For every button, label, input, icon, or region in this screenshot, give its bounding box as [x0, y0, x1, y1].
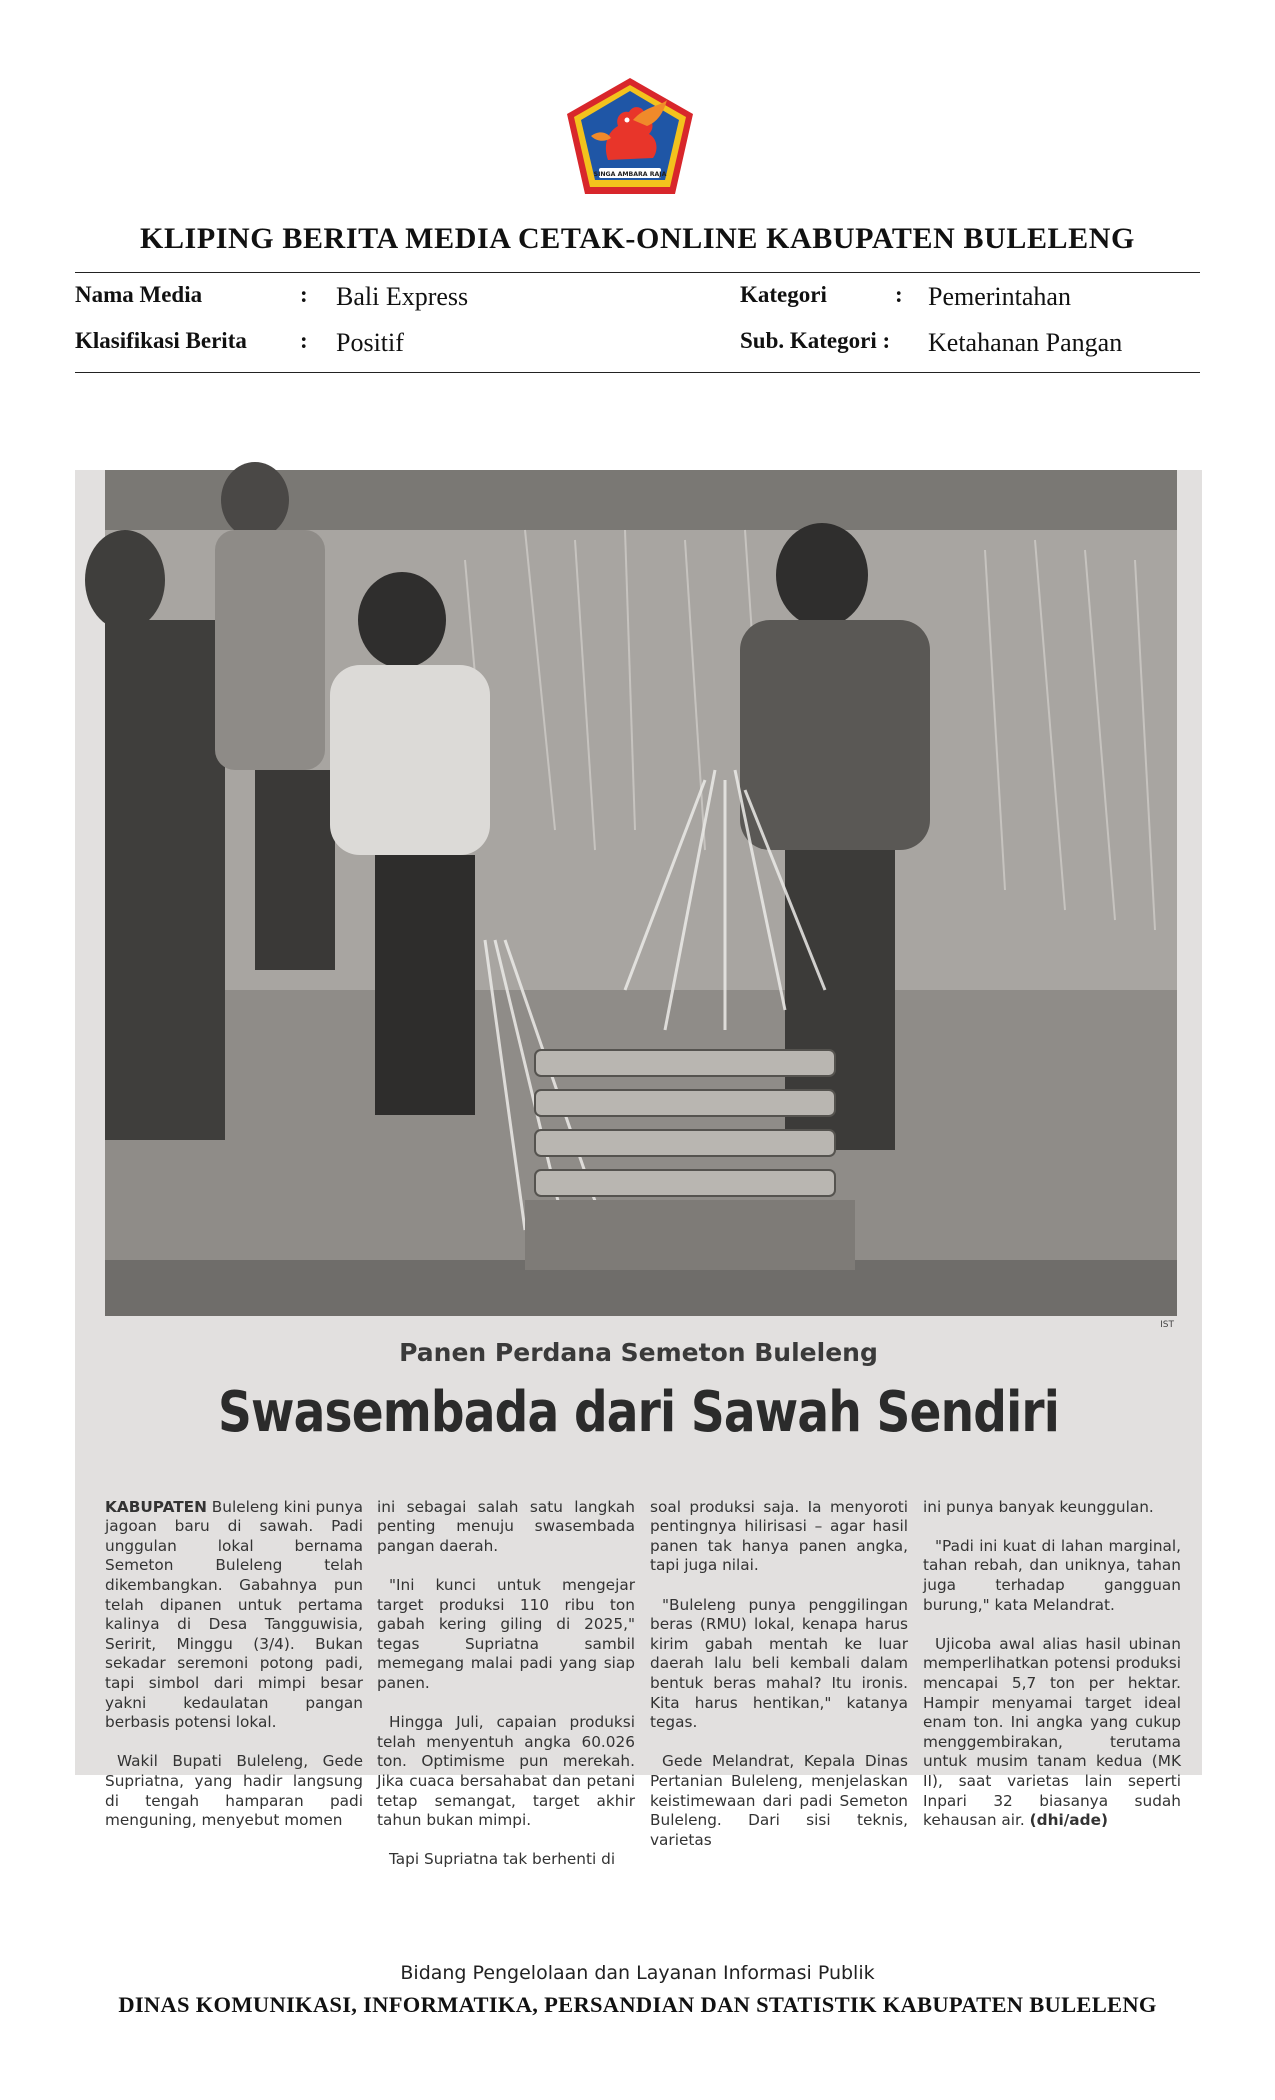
column-1-paragraph-1	[105, 1498, 363, 1733]
column-2-paragraph-2: "Ini kunci untuk mengejar target produksi 110 ribu ton gabah kering giling di 2025," tegas Supriatna sambil memegang malai padi yang siap panen.	[377, 1575, 635, 1692]
kategori-label: Kategori	[740, 282, 827, 307]
article-kicker: Panen Perdana Semeton Buleleng	[399, 1338, 878, 1367]
column-2-paragraph-4: Tapi Supriatna tak berhenti di	[389, 1850, 616, 1869]
klasifikasi-label: Klasifikasi Berita	[75, 328, 247, 353]
document-title: KLIPING BERITA MEDIA CETAK-ONLINE KABUPATEN BULELENG	[140, 222, 1135, 255]
column-4-paragraph-2: "Padi ini kuat di lahan marginal, tahan rebah, dan uniknya, tahan juga terhadap gangguan burung," kata Melandrat.	[923, 1536, 1181, 1614]
media-colon: :	[300, 282, 308, 307]
byline: (dhi/ade)	[1029, 1811, 1108, 1830]
article-column-1	[105, 1478, 363, 1850]
title-rule	[75, 272, 1200, 273]
buleleng-emblem-logo	[563, 76, 697, 200]
article-column-3	[650, 1478, 908, 1870]
column-2-paragraph-3: Hingga Juli, capaian produksi telah menyentuh angka 60.026 ton. Optimisme pun merekah. Jika cuaca bersahabat dan petani tetap semangat, target akhir tahun bukan mimpi.	[377, 1713, 635, 1830]
dateline: KABUPATEN	[105, 1497, 207, 1516]
klasifikasi-value: Positif	[336, 328, 404, 357]
harvest-photo-illustration	[105, 470, 1177, 1316]
column-4-paragraph-3	[923, 1635, 1181, 1831]
column-1-paragraph-1-text: Buleleng kini punya jagoan baru di sawah. Padi unggulan lokal bernama Semeton Buleleng telah dikembangkan. Gabahnya pun telah dipanen untuk pertama kalinya di Desa Tangguwisia, Seririt, Minggu (3/4). Bukan sekadar seremoni potong padi, tapi simbol dari mimpi besar yakni kedaulatan pangan berbasis potensi lokal.	[105, 1497, 364, 1732]
subkategori-label: Sub. Kategori :	[740, 328, 891, 353]
column-4-paragraph-1: ini punya banyak keunggulan.	[923, 1497, 1154, 1516]
subkategori-value: Ketahanan Pangan	[928, 328, 1123, 357]
column-3-paragraph-2: "Buleleng punya penggilingan beras (RMU) lokal, kenapa harus kirim gabah mentah ke luar daerah lalu beli kembali dalam bentuk beras mahal? Itu ironis. Kita harus hentikan," katanya tegas.	[650, 1595, 908, 1732]
footer-agency: DINAS KOMUNIKASI, INFORMATIKA, PERSANDIAN DAN STATISTIK KABUPATEN BULELENG	[118, 1992, 1157, 2017]
meta-rule	[75, 372, 1200, 373]
article-headline: Swasembada dari Sawah Sendiri	[217, 1380, 1060, 1445]
media-label: Nama Media	[75, 282, 203, 307]
column-3-paragraph-3: Gede Melandrat, Kepala Dinas Pertanian Buleleng, menjelaskan keistimewaan dari padi Semeton Buleleng. Dari sisi teknis, varietas	[650, 1752, 908, 1849]
column-2-paragraph-1: ini sebagai salah satu langkah penting menuju swasembada pangan daerah.	[377, 1497, 635, 1555]
column-4-paragraph-3-text: Ujicoba awal alias hasil ubinan memperlihatkan potensi produksi mencapai 5,7 ton per hektar. Hampir menyamai target ideal enam ton. Ini angka yang cukup menggembirakan, terutama untuk musim tanam kedua (MK II), saat varietas lain seperti Inpari 32 biasanya sudah kehausan air.	[923, 1634, 1181, 1830]
kategori-colon: :	[895, 282, 903, 307]
newspaper-clipping	[75, 470, 1202, 1869]
kategori-value: Pemerintahan	[928, 282, 1071, 311]
column-3-paragraph-1: soal produksi saja. Ia menyoroti pentingnya hilirisasi – agar hasil panen tak hanya panen angka, tapi juga nilai.	[650, 1497, 908, 1575]
logo-motto: SINGA AMBARA RAJA	[593, 171, 667, 178]
footer-subtitle: Bidang Pengelolaan dan Layanan Informasi Publik	[400, 1962, 875, 1984]
harvest-photo	[105, 470, 1177, 1316]
photo-credit: IST	[1160, 1320, 1174, 1330]
media-value: Bali Express	[336, 282, 469, 311]
klasifikasi-colon: :	[300, 328, 308, 353]
article-column-2	[377, 1478, 635, 1889]
article-column-4	[923, 1478, 1181, 1850]
column-1-paragraph-2: Wakil Bupati Buleleng, Gede Supriatna, yang hadir langsung di tengah hamparan padi menguning, menyebut momen	[105, 1752, 363, 1830]
